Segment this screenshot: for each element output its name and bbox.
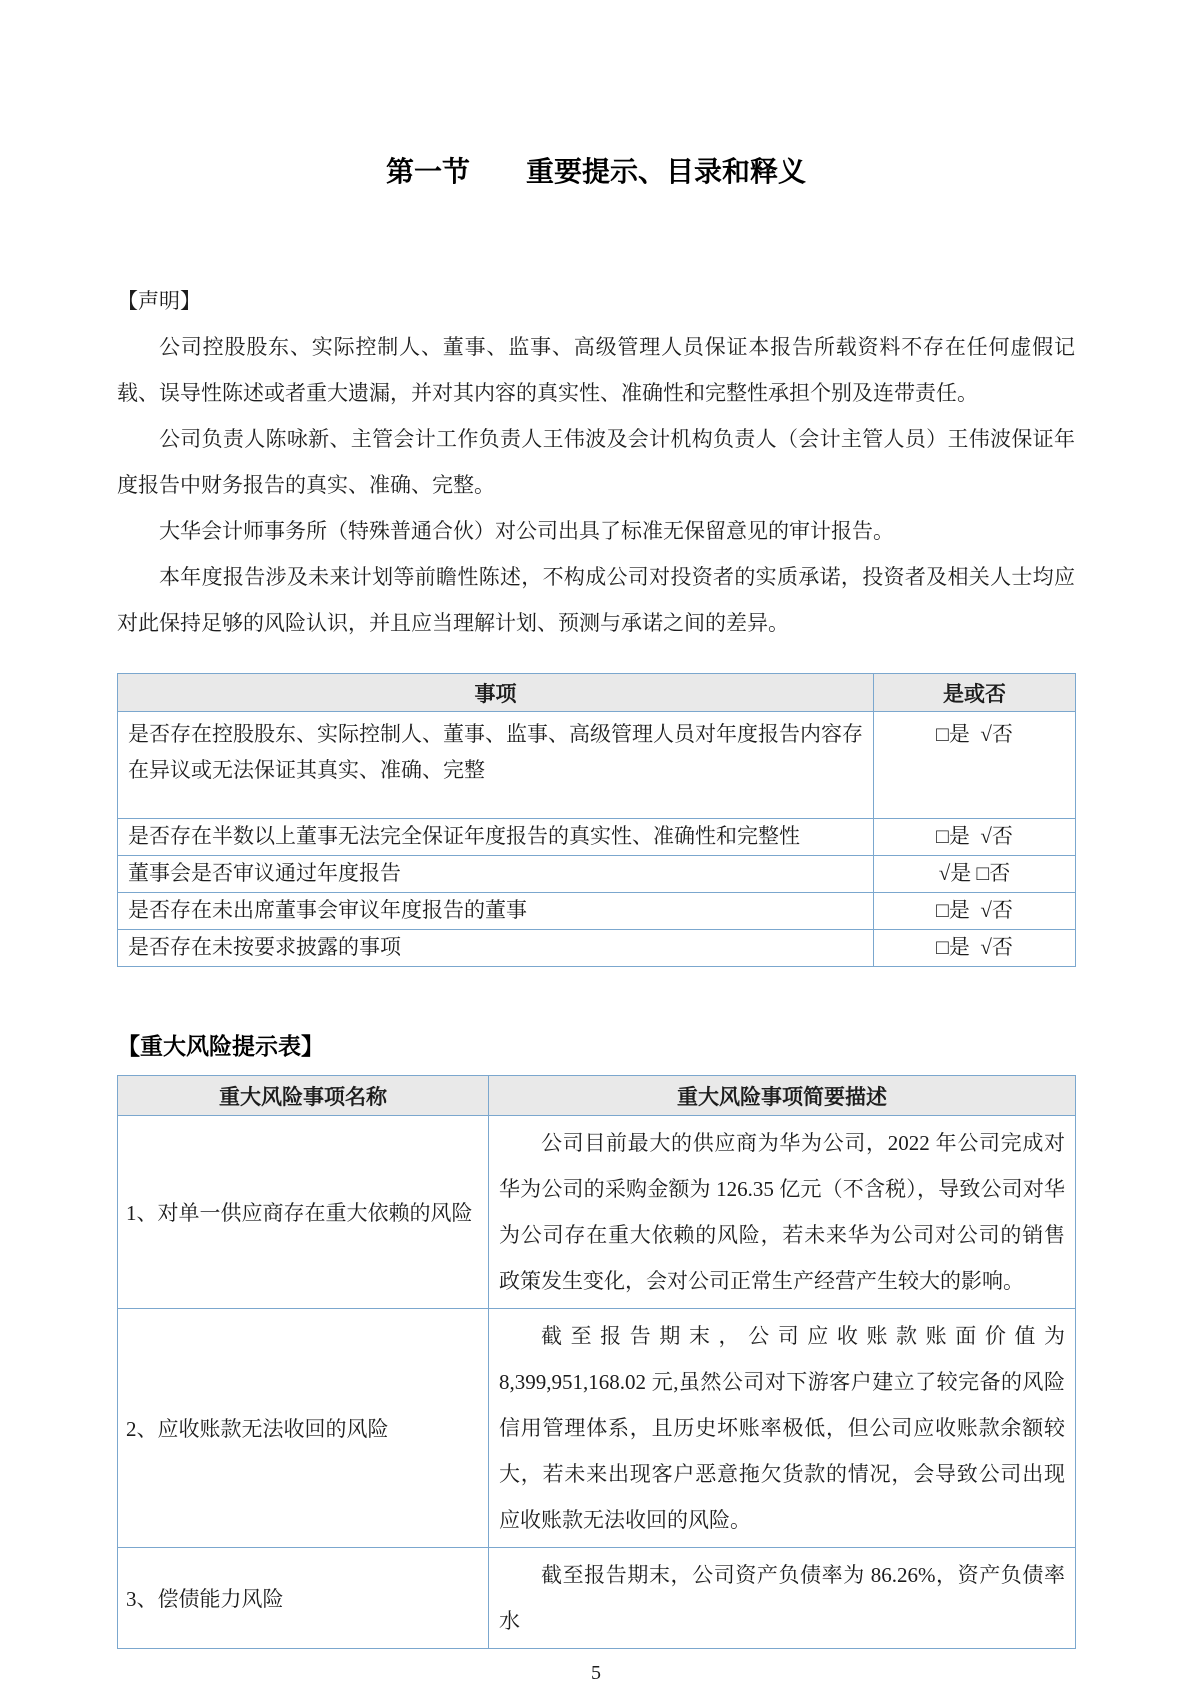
table-row	[118, 1309, 1076, 1548]
declaration-paragraph: 公司控股股东、实际控制人、董事、监事、高级管理人员保证本报告所载资料不存在任何虚假记载、误导性陈述或者重大遗漏，并对其内容的真实性、准确性和完整性承担个别及连带责任。	[117, 335, 1075, 405]
item-cell: 是否存在半数以上董事无法完全保证年度报告的真实性、准确性和完整性	[118, 819, 874, 856]
item-cell: 是否存在未按要求披露的事项	[118, 930, 874, 967]
answer-cell: □是 √否	[874, 712, 1076, 819]
risk-header-description: 重大风险事项简要描述	[489, 1076, 1076, 1116]
declaration-section	[117, 278, 1075, 646]
table-row	[118, 712, 1076, 819]
answer-cell: □是 √否	[874, 930, 1076, 967]
risk-header-name: 重大风险事项名称	[118, 1076, 489, 1116]
risk-description-cell: 公司目前最大的供应商为华为公司，2022 年公司完成对华为公司的采购金额为 126.35 亿元（不含税），导致公司对华为公司存在重大依赖的风险，若未来华为公司对公司的销售政策发生变化，会对公司正常生产经营产生较大的影响。	[489, 1116, 1076, 1309]
table-row	[118, 930, 1076, 967]
risk-description-cell: 截至报告期末，公司资产负债率为 86.26%，资产负债率水	[489, 1548, 1076, 1649]
declaration-paragraph: 公司负责人陈咏新、主管会计工作负责人王伟波及会计机构负责人（会计主管人员）王伟波保证年度报告中财务报告的真实、准确、完整。	[117, 427, 1075, 497]
risk-description-cell: 截至报告期末，公司应收账款账面价值为 8,399,951,168.02 元,虽然公司对下游客户建立了较完备的风险信用管理体系，且历史坏账率极低，但公司应收账款余额较大，若未来出现客户恶意拖欠货款的情况，会导致公司出现应收账款无法收回的风险。	[489, 1309, 1076, 1548]
declaration-paragraph: 大华会计师事务所（特殊普通合伙）对公司出具了标准无保留意见的审计报告。	[159, 519, 894, 543]
table-row	[118, 893, 1076, 930]
table-row	[118, 819, 1076, 856]
answer-cell: √是 □否	[874, 856, 1076, 893]
risk-name-cell: 2、应收账款无法收回的风险	[118, 1309, 489, 1548]
page-number: 5	[591, 1662, 601, 1684]
statement-table	[117, 673, 1076, 967]
statement-table-header-row	[118, 674, 1076, 712]
risk-name-cell: 1、对单一供应商存在重大依赖的风险	[118, 1116, 489, 1309]
answer-cell: □是 √否	[874, 893, 1076, 930]
risk-section-heading: 【重大风险提示表】	[117, 1033, 324, 1059]
item-cell: 董事会是否审议通过年度报告	[118, 856, 874, 893]
risk-table-header-row	[118, 1076, 1076, 1116]
declaration-paragraph: 本年度报告涉及未来计划等前瞻性陈述，不构成公司对投资者的实质承诺，投资者及相关人士均应对此保持足够的风险认识，并且应当理解计划、预测与承诺之间的差异。	[117, 565, 1075, 635]
risk-table	[117, 1075, 1076, 1649]
risk-name-cell: 3、偿债能力风险	[118, 1548, 489, 1649]
section-title: 第一节 重要提示、目录和释义	[385, 156, 806, 187]
answer-cell: □是 √否	[874, 819, 1076, 856]
table-row	[118, 1548, 1076, 1649]
statement-header-yesno: 是或否	[874, 674, 1076, 712]
table-row	[118, 856, 1076, 893]
table-row	[118, 1116, 1076, 1309]
declaration-heading: 【声明】	[117, 289, 201, 313]
item-cell: 是否存在控股股东、实际控制人、董事、监事、高级管理人员对年度报告内容存在异议或无法保证其真实、准确、完整	[118, 712, 874, 819]
statement-header-item: 事项	[118, 674, 874, 712]
item-cell: 是否存在未出席董事会审议年度报告的董事	[118, 893, 874, 930]
